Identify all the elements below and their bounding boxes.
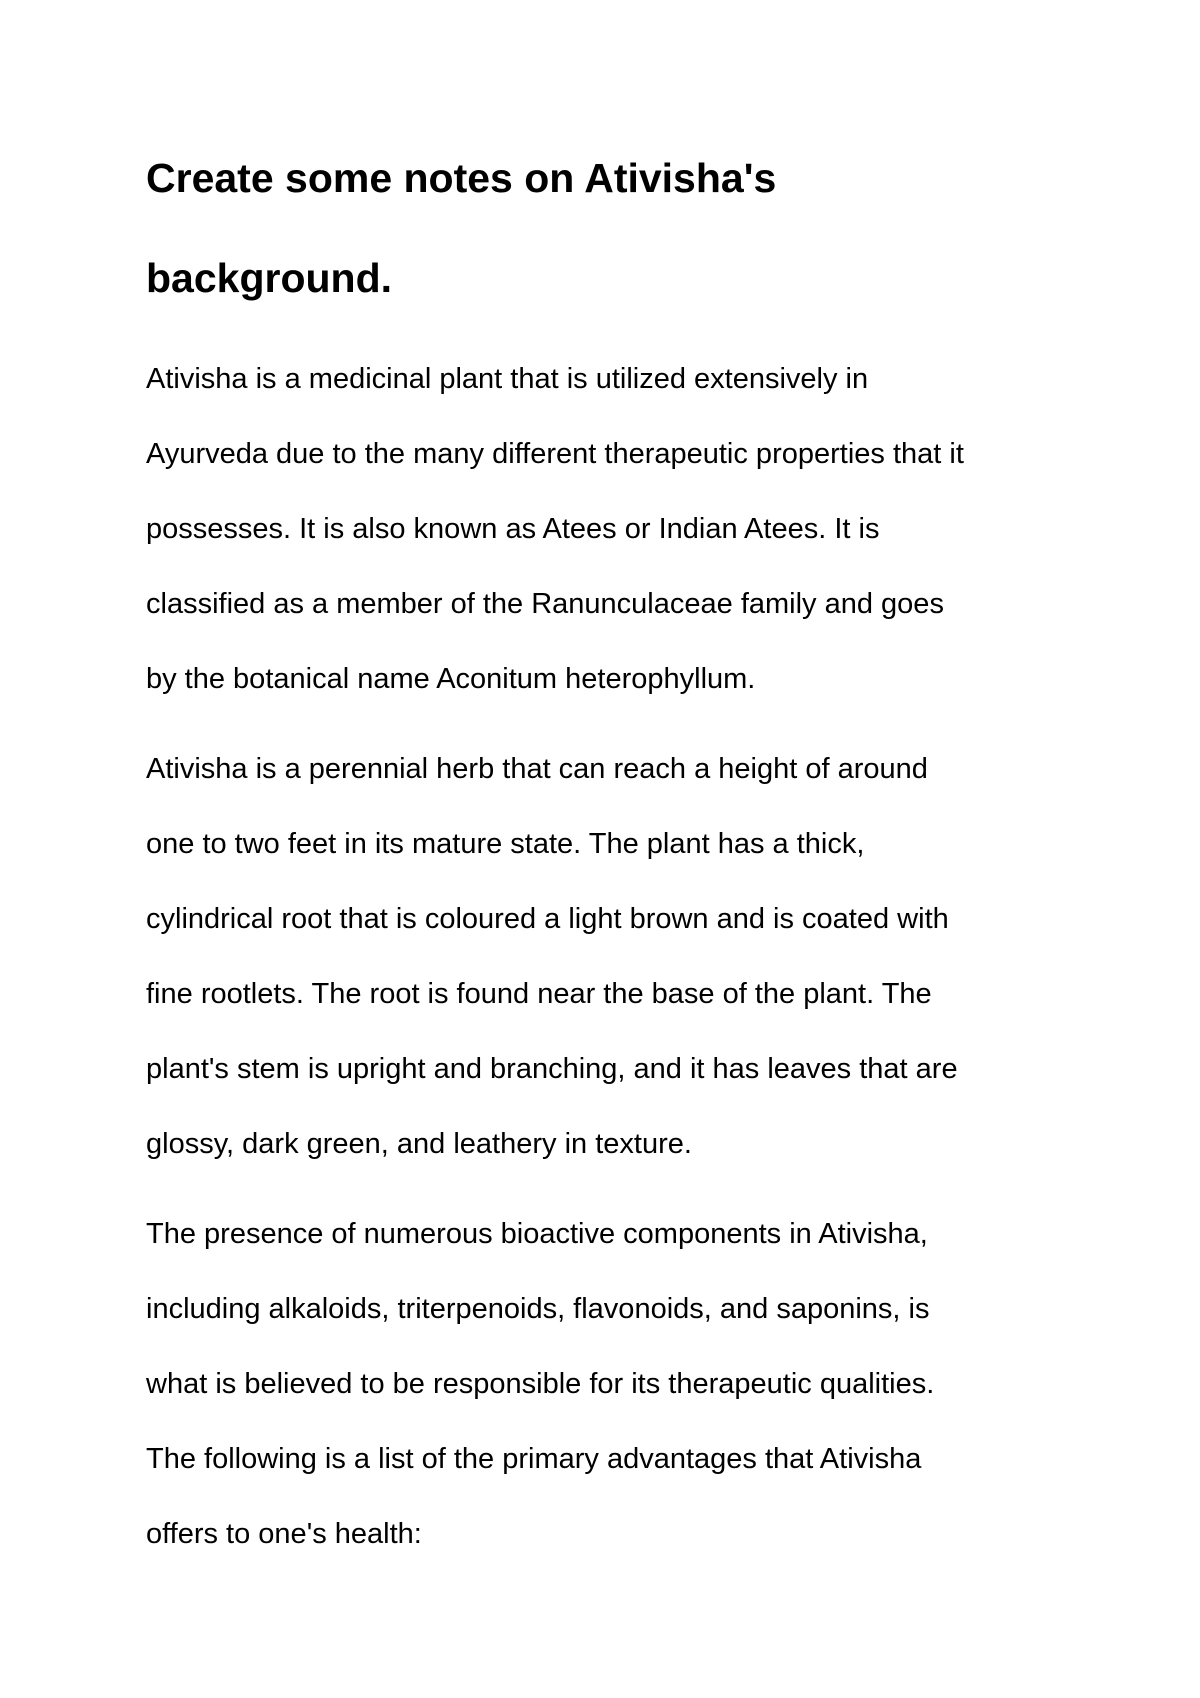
text-line: by the botanical name Aconitum heterophyllum.: [146, 663, 756, 695]
paragraph-bioactive-components: [146, 1197, 1076, 1572]
text-line: Ativisha is a perennial herb that can reach a height of around: [146, 753, 928, 785]
paragraph-description: [146, 732, 1076, 1182]
text-line: including alkaloids, triterpenoids, flavonoids, and saponins, is: [146, 1293, 930, 1325]
text-line: The presence of numerous bioactive components in Ativisha,: [146, 1218, 928, 1250]
title-line: Create some notes on Ativisha's: [146, 155, 777, 201]
text-line: offers to one's health:: [146, 1518, 422, 1550]
page-title: [146, 128, 1076, 328]
text-line: cylindrical root that is coloured a light brown and is coated with: [146, 903, 949, 935]
text-line: possesses. It is also known as Atees or Indian Atees. It is: [146, 513, 880, 545]
text-line: one to two feet in its mature state. The plant has a thick,: [146, 828, 865, 860]
paragraph-introduction: [146, 342, 1076, 717]
title-line: background.: [146, 255, 393, 301]
text-line: what is believed to be responsible for its therapeutic qualities.: [146, 1368, 935, 1400]
text-line: fine rootlets. The root is found near the base of the plant. The: [146, 978, 932, 1010]
text-line: The following is a list of the primary advantages that Ativisha: [146, 1443, 922, 1475]
document-page: [146, 128, 1076, 1572]
text-line: classified as a member of the Ranunculaceae family and goes: [146, 588, 944, 620]
text-line: plant's stem is upright and branching, and it has leaves that are: [146, 1053, 958, 1085]
text-line: Ativisha is a medicinal plant that is utilized extensively in: [146, 363, 869, 395]
text-line: glossy, dark green, and leathery in texture.: [146, 1128, 692, 1160]
text-line: Ayurveda due to the many different therapeutic properties that it: [146, 438, 964, 470]
